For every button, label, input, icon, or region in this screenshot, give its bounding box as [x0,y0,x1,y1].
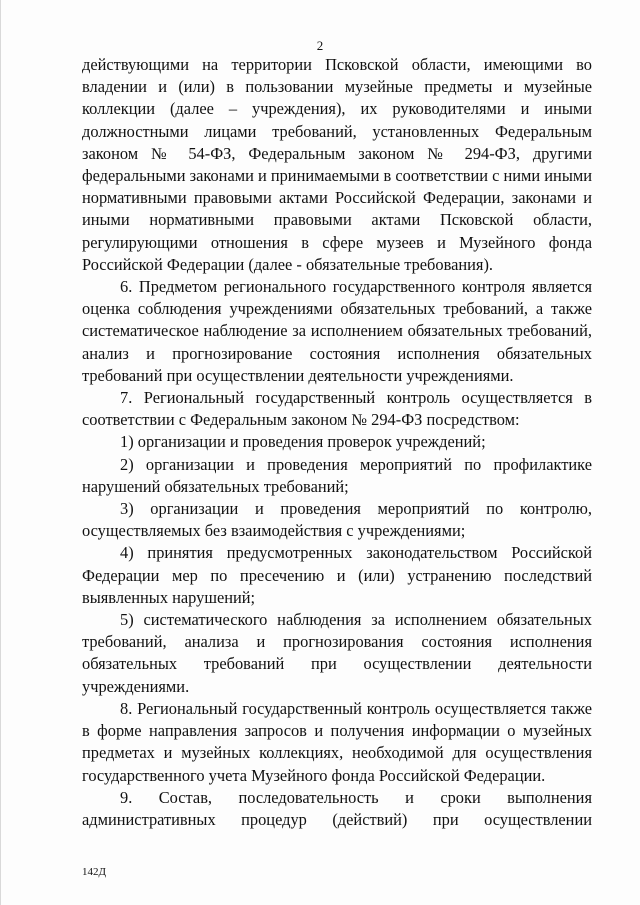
paragraph-item-8: 8. Региональный государственный контроль осуществляется также в форме направления запросов и получения информации о музейных предметах и музейных коллекциях, необходимой для осуществления государственного учета Музейного фонда Российской Федерации. [82,698,592,785]
paragraph-item-7: 7. Региональный государственный контроль осуществляется в соответствии с Федеральным законом № 294-ФЗ посредством: [82,388,592,430]
list-item-3: 3) организации и проведения мероприятий по контролю, осуществляемых без взаимодействия с учреждениями; [82,499,592,541]
page-number: 2 [316,38,324,53]
paragraph-continuation: действующими на территории Псковской области, имеющими во владении и (или) в пользовании музейные предметы и музейные коллекции (далее – учреждения), их руководителями и иными должностными лицами требований, установленных Федеральным законом № 54-ФЗ, Федеральным законом № 294-ФЗ, другими федеральными законами и принимаемыми в соответствии с ними иными нормативными правовыми актами Российской Федерации, законами и иными нормативными правовыми актами Псковской области, регулирующими отношения в сфере музеев и Музейного фонда Российской Федерации (далее - обязательные требования). [82,55,592,274]
scan-edge [0,0,1,905]
paragraph-item-6: 6. Предметом регионального государственного контроля является оценка соблюдения учреждениями обязательных требований, а также систематическое наблюдение за исполнением обязательных требований, анализ и прогнозирование состояния исполнения обязательных требований при осуществлении деятельности учреждениями. [82,277,592,385]
list-item-2: 2) организации и проведения мероприятий по профилактике нарушений обязательных требований; [82,454,592,496]
paragraph-item-9: 9. Состав, последовательность и сроки выполнения административных процедур (действий) при осуществлении [82,787,592,829]
document-body [82,54,592,831]
list-item-1: 1) организации и проведения проверок учреждений; [120,432,486,452]
list-item-5: 5) систематического наблюдения за исполнением обязательных требований, анализа и прогнозирования состояния исполнения обязательных требований при осуществлении деятельности учреждениями. [82,610,592,696]
footer-document-code: 142Д [82,866,107,878]
list-item-4: 4) принятия предусмотренных законодательством Российской Федерации мер по пресечению и (или) устранению последствий выявленных нарушений; [82,543,592,607]
